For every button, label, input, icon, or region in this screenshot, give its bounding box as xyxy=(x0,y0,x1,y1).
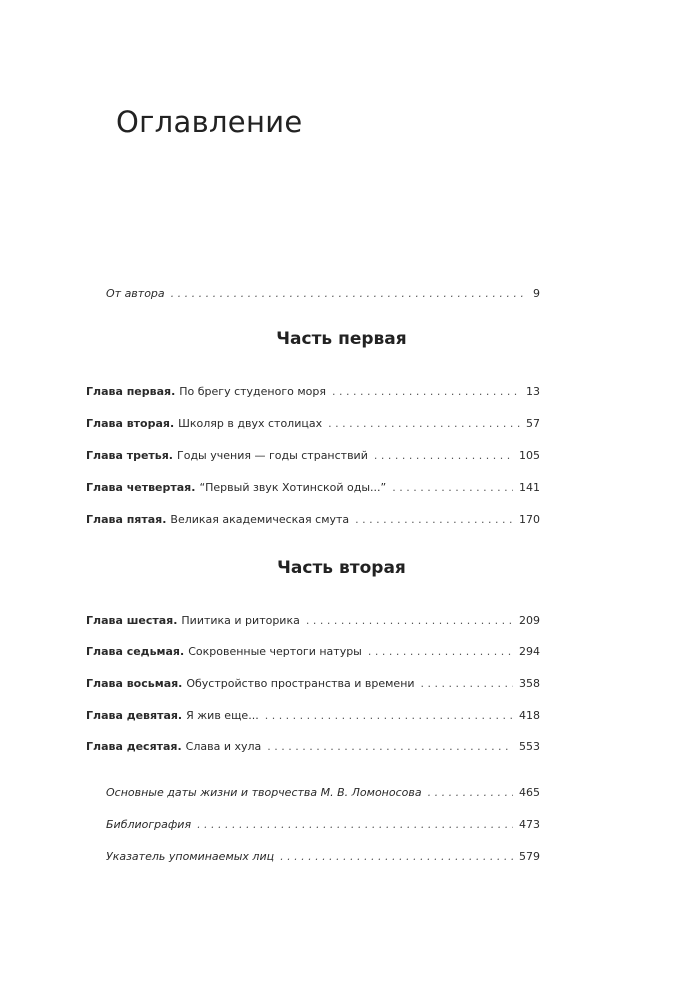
chapter-title: Школяр в двух столицах xyxy=(178,417,323,430)
toc-entry-chapter[interactable] xyxy=(86,448,540,464)
chapter-title: Сокровенные чертоги натуры xyxy=(188,645,362,658)
page-number: 358 xyxy=(519,677,540,690)
chapter-number: Глава шестая. xyxy=(86,614,178,627)
toc-entry-chapter[interactable] xyxy=(86,384,540,400)
toc-entry-appendix[interactable] xyxy=(106,849,540,865)
dot-leader xyxy=(267,739,513,755)
dot-leader xyxy=(280,849,513,865)
chapter-number: Глава девятая. xyxy=(86,709,183,722)
dot-leader xyxy=(355,512,513,528)
toc-entry-chapter[interactable] xyxy=(86,676,540,692)
chapter-number: Глава седьмая. xyxy=(86,645,185,658)
toc-entry-appendix[interactable] xyxy=(106,785,540,801)
chapter-title: Годы учения — годы странствий xyxy=(177,449,368,462)
page-number: 57 xyxy=(526,417,540,430)
dot-leader xyxy=(328,416,520,432)
dot-leader xyxy=(197,817,513,833)
toc-entry-appendix[interactable] xyxy=(106,817,540,833)
entry-label: От автора xyxy=(106,287,165,300)
part-title: Часть вторая xyxy=(277,558,406,578)
toc-entry-chapter[interactable] xyxy=(86,708,540,724)
toc-entry-chapter[interactable] xyxy=(86,480,540,496)
page-number: 473 xyxy=(519,818,540,831)
toc-entry-chapter[interactable] xyxy=(86,739,540,755)
chapter-title: Великая академическая смута xyxy=(170,513,350,526)
dot-leader xyxy=(428,785,513,801)
page-number: 553 xyxy=(519,740,540,753)
page-number: 294 xyxy=(519,645,540,658)
dot-leader xyxy=(332,384,520,400)
dot-leader xyxy=(374,448,513,464)
chapter-number: Глава десятая. xyxy=(86,740,182,753)
page-title: Оглавление xyxy=(116,105,303,140)
chapter-title: Обустройство пространства и времени xyxy=(186,677,415,690)
page-number: 13 xyxy=(526,385,540,398)
toc-entry-chapter[interactable] xyxy=(86,512,540,528)
dot-leader xyxy=(421,676,513,692)
dot-leader xyxy=(306,613,513,629)
dot-leader xyxy=(171,286,527,302)
toc-entry-preface[interactable] xyxy=(106,286,540,302)
entry-label: Указатель упоминаемых лиц xyxy=(106,850,275,863)
chapter-number: Глава третья. xyxy=(86,449,173,462)
page-number: 579 xyxy=(519,850,540,863)
chapter-title: Я жив еще... xyxy=(186,709,259,722)
chapter-title: По брегу студеного моря xyxy=(179,385,326,398)
entry-label: Основные даты жизни и творчества М. В. Ломоносова xyxy=(106,786,422,799)
page-number: 9 xyxy=(533,287,540,300)
dot-leader xyxy=(368,644,513,660)
page-number: 209 xyxy=(519,614,540,627)
page-number: 105 xyxy=(519,449,540,462)
entry-label: Библиография xyxy=(106,818,192,831)
chapter-title: Слава и хула xyxy=(185,740,262,753)
toc-entry-chapter[interactable] xyxy=(86,644,540,660)
toc-entry-chapter[interactable] xyxy=(86,613,540,629)
dot-leader xyxy=(265,708,513,724)
chapter-number: Глава первая. xyxy=(86,385,176,398)
page-number: 170 xyxy=(519,513,540,526)
chapter-number: Глава четвертая. xyxy=(86,481,196,494)
page-number: 418 xyxy=(519,709,540,722)
page-number: 465 xyxy=(519,786,540,799)
chapter-number: Глава пятая. xyxy=(86,513,167,526)
page-number: 141 xyxy=(519,481,540,494)
chapter-number: Глава восьмая. xyxy=(86,677,183,690)
chapter-title: Пиитика и риторика xyxy=(181,614,300,627)
dot-leader xyxy=(392,480,513,496)
chapter-number: Глава вторая. xyxy=(86,417,175,430)
chapter-title: “Первый звук Хотинской оды...” xyxy=(199,481,387,494)
toc-entry-chapter[interactable] xyxy=(86,416,540,432)
part-title: Часть первая xyxy=(276,329,407,349)
